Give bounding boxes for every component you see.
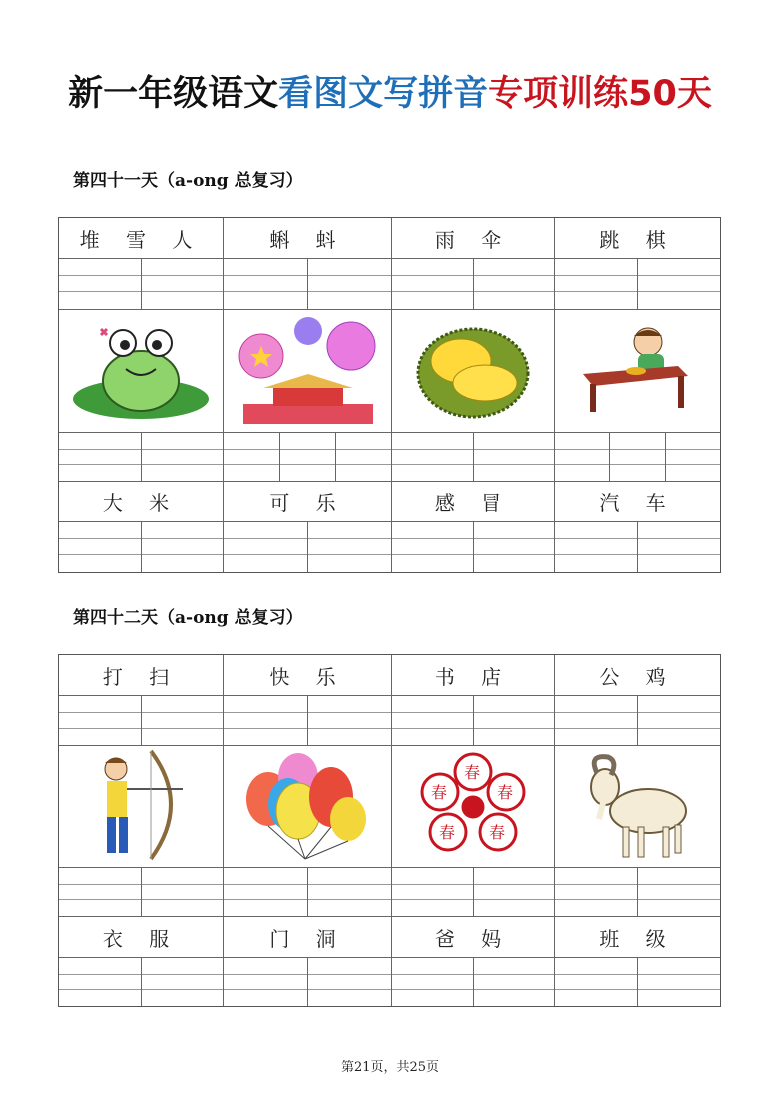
- pinyin-syllable-box[interactable]: [336, 433, 391, 481]
- pinyin-syllable-box[interactable]: [555, 958, 638, 1006]
- word-label: 感 冒: [392, 482, 555, 521]
- pinyin-writing-cell[interactable]: [392, 696, 555, 745]
- pinyin-syllable-box[interactable]: [638, 958, 720, 1006]
- word-label: 蝌 蚪: [224, 218, 392, 258]
- pinyin-syllable-box[interactable]: [474, 868, 555, 916]
- title-part-2: 看图文写拼音: [278, 74, 489, 114]
- pinyin-syllable-box[interactable]: [59, 696, 142, 745]
- pinyin-writing-cell[interactable]: [555, 696, 720, 745]
- durian-picture: [392, 310, 555, 432]
- pinyin-writing-cell[interactable]: [392, 868, 555, 916]
- pinyin-writing-cell[interactable]: [59, 259, 224, 309]
- word-label: 书 店: [392, 655, 555, 695]
- word-label: 班 级: [599, 926, 676, 951]
- pinyin-syllable-box[interactable]: [474, 696, 555, 745]
- pinyin-syllable-box[interactable]: [555, 259, 638, 309]
- pinyin-syllable-box[interactable]: [392, 868, 474, 916]
- word-label: 大 米: [59, 482, 224, 521]
- word-row: [59, 218, 720, 259]
- pinyin-syllable-box[interactable]: [555, 522, 638, 572]
- pinyin-syllable-box[interactable]: [308, 868, 391, 916]
- pinyin-writing-cell[interactable]: [555, 522, 720, 572]
- pinyin-row: [59, 522, 720, 572]
- svg-text:春: 春: [464, 762, 481, 782]
- word-row: [59, 482, 720, 522]
- pinyin-syllable-box[interactable]: [638, 696, 720, 745]
- pinyin-syllable-box[interactable]: [555, 696, 638, 745]
- section-heading-42: 第四十二天（a-ong 总复习）: [73, 608, 303, 628]
- word-label: 跳 棋: [599, 227, 676, 252]
- pinyin-syllable-box[interactable]: [224, 522, 308, 572]
- pinyin-row: [59, 259, 720, 310]
- svg-text:春: 春: [439, 822, 456, 842]
- word-row: [59, 917, 720, 958]
- balloons-picture: [224, 746, 392, 867]
- pinyin-syllable-box[interactable]: [308, 696, 391, 745]
- pinyin-syllable-box[interactable]: [142, 958, 224, 1006]
- pinyin-syllable-box[interactable]: [142, 868, 224, 916]
- pinyin-syllable-box[interactable]: [224, 433, 280, 481]
- chess-picture: [555, 310, 720, 432]
- pinyin-syllable-box[interactable]: [392, 696, 474, 745]
- word-row: [59, 655, 720, 696]
- pinyin-syllable-box[interactable]: [610, 433, 665, 481]
- pinyin-syllable-box[interactable]: [224, 259, 308, 309]
- svg-text:春: 春: [497, 782, 514, 802]
- pinyin-syllable-box[interactable]: [392, 259, 474, 309]
- pinyin-writing-cell[interactable]: [59, 696, 224, 745]
- pinyin-syllable-box[interactable]: [392, 522, 474, 572]
- word-label: 汽 车: [599, 491, 676, 515]
- title-part-3: 专项训练50天: [488, 74, 712, 114]
- paper-cut-picture: [392, 746, 555, 867]
- word-label: 公 鸡: [599, 664, 676, 689]
- word-label: 可 乐: [224, 482, 392, 521]
- pinyin-syllable-box[interactable]: [392, 433, 474, 481]
- pinyin-syllable-box[interactable]: [224, 696, 308, 745]
- fireworks-picture: [224, 310, 392, 432]
- svg-text:春: 春: [489, 822, 506, 842]
- svg-text:春: 春: [431, 782, 448, 802]
- pinyin-row: [59, 696, 720, 746]
- page-title: [0, 66, 780, 116]
- pinyin-writing-cell[interactable]: [555, 259, 720, 309]
- pinyin-syllable-box[interactable]: [666, 433, 720, 481]
- pinyin-syllable-box[interactable]: [638, 522, 720, 572]
- picture-row: [59, 310, 720, 433]
- picture-row: [59, 746, 720, 868]
- pinyin-writing-cell[interactable]: [59, 868, 224, 916]
- pinyin-writing-cell[interactable]: [224, 696, 392, 745]
- pinyin-syllable-box[interactable]: [142, 522, 224, 572]
- pinyin-writing-cell[interactable]: [224, 868, 392, 916]
- title-part-1: 新一年级语文: [68, 74, 279, 114]
- pinyin-syllable-box[interactable]: [59, 259, 142, 309]
- pinyin-syllable-box[interactable]: [59, 868, 142, 916]
- pinyin-writing-cell[interactable]: [555, 958, 720, 1006]
- pinyin-syllable-box[interactable]: [142, 433, 224, 481]
- word-label: 快 乐: [224, 655, 392, 695]
- pinyin-syllable-box[interactable]: [474, 259, 555, 309]
- worksheet-table-41: [58, 217, 721, 573]
- pinyin-row: [59, 868, 720, 917]
- word-label: 衣 服: [59, 917, 224, 957]
- pinyin-writing-cell[interactable]: [392, 259, 555, 309]
- pinyin-writing-cell[interactable]: [224, 433, 392, 481]
- pinyin-writing-cell[interactable]: [59, 958, 224, 1006]
- word-label: 门 洞: [224, 917, 392, 957]
- pinyin-writing-cell[interactable]: [59, 433, 224, 481]
- page-footer: 第21页，共25页: [340, 1060, 440, 1075]
- pinyin-row: [59, 433, 720, 482]
- pinyin-syllable-box[interactable]: [308, 522, 391, 572]
- pinyin-syllable-box[interactable]: [59, 958, 142, 1006]
- pinyin-row: [59, 958, 720, 1006]
- worksheet-table-42: [58, 654, 721, 1007]
- pinyin-syllable-box[interactable]: [638, 868, 720, 916]
- word-label: 爸 妈: [392, 917, 555, 957]
- pinyin-writing-cell[interactable]: [555, 868, 720, 916]
- pinyin-writing-cell[interactable]: [224, 259, 392, 309]
- word-label: 雨 伞: [392, 218, 555, 258]
- pinyin-syllable-box[interactable]: [59, 522, 142, 572]
- pinyin-syllable-box[interactable]: [555, 433, 610, 481]
- pinyin-writing-cell[interactable]: [392, 958, 555, 1006]
- frog-picture: [59, 310, 224, 432]
- pinyin-writing-cell[interactable]: [392, 433, 555, 481]
- section-heading-41: 第四十一天（a-ong 总复习）: [73, 171, 303, 191]
- pinyin-syllable-box[interactable]: [280, 433, 336, 481]
- pinyin-syllable-box[interactable]: [59, 433, 142, 481]
- pinyin-syllable-box[interactable]: [474, 433, 555, 481]
- pinyin-syllable-box[interactable]: [308, 958, 391, 1006]
- pinyin-writing-cell[interactable]: [224, 522, 392, 572]
- pinyin-writing-cell[interactable]: [59, 522, 224, 572]
- pinyin-writing-cell[interactable]: [392, 522, 555, 572]
- goat-picture: [555, 746, 720, 867]
- pinyin-syllable-box[interactable]: [224, 958, 308, 1006]
- pinyin-syllable-box[interactable]: [555, 868, 638, 916]
- archer-picture: [59, 746, 224, 867]
- pinyin-syllable-box[interactable]: [224, 868, 308, 916]
- pinyin-syllable-box[interactable]: [474, 958, 555, 1006]
- pinyin-writing-cell[interactable]: [555, 433, 720, 481]
- pinyin-writing-cell[interactable]: [224, 958, 392, 1006]
- pinyin-syllable-box[interactable]: [142, 259, 224, 309]
- pinyin-syllable-box[interactable]: [474, 522, 555, 572]
- word-label: 打 扫: [59, 655, 224, 695]
- word-label: 堆 雪 人: [59, 218, 224, 258]
- pinyin-syllable-box[interactable]: [638, 259, 720, 309]
- pinyin-syllable-box[interactable]: [392, 958, 474, 1006]
- pinyin-syllable-box[interactable]: [142, 696, 224, 745]
- pinyin-syllable-box[interactable]: [308, 259, 391, 309]
